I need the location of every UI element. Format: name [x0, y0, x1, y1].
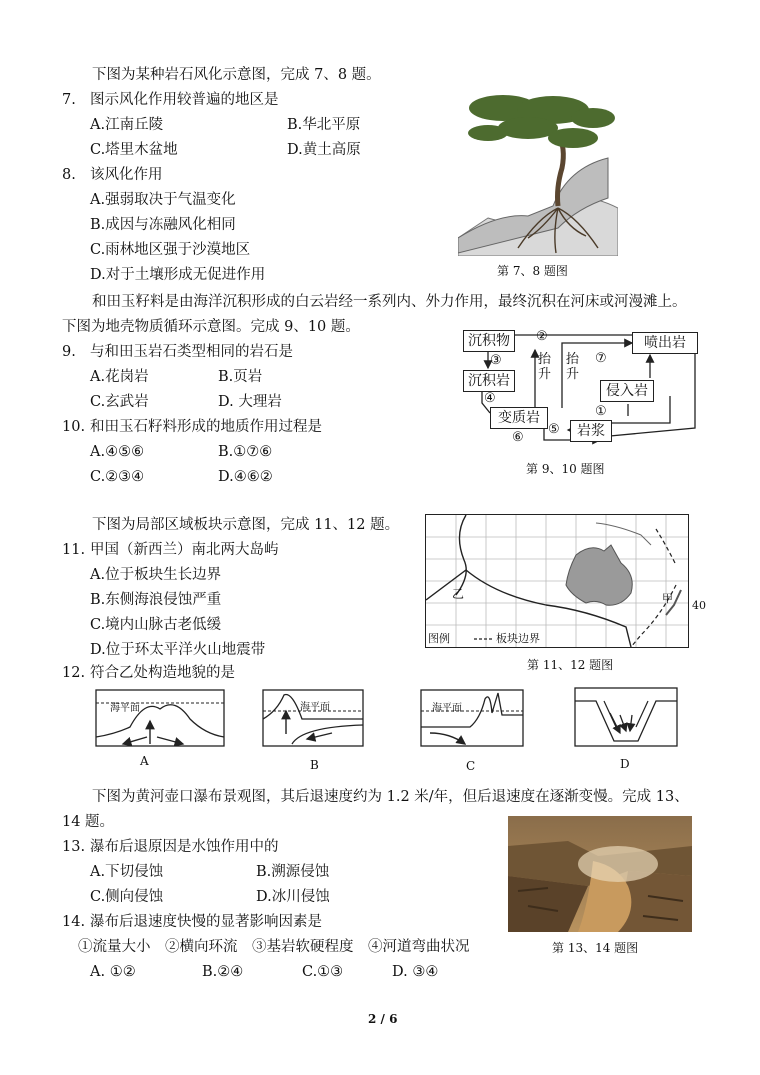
- q14-stem: 瀑布后退速度快慢的显著影响因素是: [90, 914, 322, 930]
- caption-9-10: 第 9、10 题图: [526, 462, 605, 476]
- q14-option-a: A. ①②: [90, 964, 136, 980]
- q9-stem: 与和田玉岩石类型相同的岩石是: [90, 344, 293, 360]
- q11-num: 11.: [62, 542, 86, 558]
- q7-option-b: B.华北平原: [287, 117, 361, 133]
- map-legend-title: 图例: [428, 632, 450, 645]
- q13-stem: 瀑布后退原因是水蚀作用中的: [90, 839, 279, 855]
- q10-stem: 和田玉石籽料形成的地质作用过程是: [90, 419, 322, 435]
- q14-num: 14.: [62, 914, 86, 930]
- weathering-figure: [458, 88, 618, 256]
- landform-a: [95, 689, 225, 747]
- q7-option-a: A.江南丘陵: [90, 117, 164, 133]
- map-legend-item: 板块边界: [496, 632, 540, 645]
- landform-b: [262, 689, 364, 747]
- q13-num: 13.: [62, 839, 86, 855]
- q8-option-c: C.雨林地区强于沙漠地区: [90, 242, 251, 258]
- waterfall-photo: [508, 816, 692, 932]
- q9-option-c: C.玄武岩: [90, 394, 149, 410]
- node-sedimentary-rock: 沉积岩: [463, 370, 515, 392]
- q12-stem: 符合乙处构造地貌的是: [90, 665, 235, 681]
- q9-option-d: D. 大理岩: [218, 394, 282, 410]
- map-label-jia: 甲: [662, 592, 673, 605]
- node-magma: 岩浆: [570, 420, 612, 442]
- landform-d: [574, 687, 678, 747]
- landform-c: [420, 689, 524, 747]
- q8-option-a: A.强弱取决于气温变化: [90, 192, 236, 208]
- intro-13-14-line2: 14 题。: [62, 814, 115, 830]
- label-5: ⑤: [548, 422, 560, 437]
- q11-option-d: D.位于环太平洋火山地震带: [90, 642, 266, 658]
- q10-num: 10.: [62, 419, 86, 435]
- landform-a-sea-label: 海平面: [110, 703, 140, 714]
- node-intrusive-rock: 侵入岩: [600, 380, 654, 402]
- q9-num: 9.: [62, 344, 76, 360]
- caption-7-8: 第 7、8 题图: [497, 264, 568, 278]
- q14-option-d: D. ③④: [392, 964, 439, 980]
- map-label-yi: 乙: [452, 587, 465, 601]
- intro-11-12: 下图为局部区域板块示意图，完成 11、12 题。: [92, 517, 400, 533]
- q7-num: 7.: [62, 92, 76, 108]
- q10-option-b: B.①⑦⑥: [218, 444, 273, 460]
- q10-option-d: D.④⑥②: [218, 469, 273, 485]
- plate-map: [425, 514, 689, 648]
- q8-stem: 该风化作用: [90, 167, 163, 183]
- q13-option-a: A.下切侵蚀: [90, 864, 164, 880]
- node-sediment: 沉积物: [463, 330, 515, 352]
- q14-option-c: C.①③: [302, 964, 344, 980]
- q7-stem: 图示风化作用较普遍的地区是: [90, 92, 279, 108]
- landform-c-label: C: [466, 759, 476, 773]
- landform-b-sea-label: 海平面: [300, 702, 330, 713]
- map-latitude-label: 40: [692, 599, 706, 612]
- landform-a-label: A: [140, 754, 149, 768]
- q8-option-d: D.对于土壤形成无促进作用: [90, 267, 266, 283]
- q13-option-b: B.溯源侵蚀: [256, 864, 330, 880]
- q14-option-b: B.②④: [202, 964, 244, 980]
- caption-13-14: 第 13、14 题图: [552, 941, 639, 955]
- q7-option-d: D.黄土高原: [287, 142, 361, 158]
- intro-7-8: 下图为某种岩石风化示意图，完成 7、8 题。: [92, 67, 381, 83]
- caption-11-12: 第 11、12 题图: [527, 658, 614, 672]
- q8-option-b: B.成因与冻融风化相同: [90, 217, 236, 233]
- q10-option-a: A.④⑤⑥: [90, 444, 145, 460]
- q9-option-a: A.花岗岩: [90, 369, 149, 385]
- node-metamorphic-rock: 变质岩: [490, 407, 548, 429]
- q9-option-b: B.页岩: [218, 369, 263, 385]
- label-3: ③: [490, 353, 502, 368]
- q11-stem: 甲国（新西兰）南北两大岛屿: [90, 542, 279, 558]
- label-6: ⑥: [512, 430, 524, 445]
- intro-9-10-line2: 下图为地壳物质循环示意图。完成 9、10 题。: [62, 319, 360, 335]
- rock-cycle-diagram: [460, 328, 700, 450]
- landform-c-sea-label: 海平面: [432, 703, 462, 714]
- plate-map-graphic: [426, 515, 688, 647]
- landform-d-label: D: [620, 757, 630, 771]
- label-1: ①: [595, 404, 607, 419]
- q14-items: ①流量大小 ②横向环流 ③基岩软硬程度 ④河道弯曲状况: [78, 939, 470, 955]
- q13-option-d: D.冰川侵蚀: [256, 889, 330, 905]
- label-uplift-2: 抬升: [566, 352, 580, 382]
- intro-9-10-line1: 和田玉籽料是由海洋沉积形成的白云岩经一系列内、外力作用，最终沉积在河床或河漫滩上。: [92, 294, 687, 310]
- q11-option-a: A.位于板块生长边界: [90, 567, 222, 583]
- q12-num: 12.: [62, 665, 86, 681]
- label-2: ②: [536, 329, 548, 344]
- intro-13-14-line1: 下图为黄河壶口瀑布景观图，其后退速度约为 1.2 米/年，但后退速度在逐渐变慢。完成 13、: [92, 789, 689, 805]
- label-7: ⑦: [595, 351, 607, 366]
- page-number: 2 / 6: [368, 1012, 398, 1026]
- q7-option-c: C.塔里木盆地: [90, 142, 178, 158]
- q10-option-c: C.②③④: [90, 469, 145, 485]
- landform-b-label: B: [310, 758, 319, 772]
- label-uplift-1: 抬升: [538, 352, 552, 382]
- node-extrusive-rock: 喷出岩: [632, 332, 698, 354]
- q8-num: 8.: [62, 167, 76, 183]
- label-4: ④: [484, 391, 496, 406]
- q13-option-c: C.侧向侵蚀: [90, 889, 164, 905]
- q11-option-c: C.境内山脉古老低缓: [90, 617, 222, 633]
- q11-option-b: B.东侧海浪侵蚀严重: [90, 592, 222, 608]
